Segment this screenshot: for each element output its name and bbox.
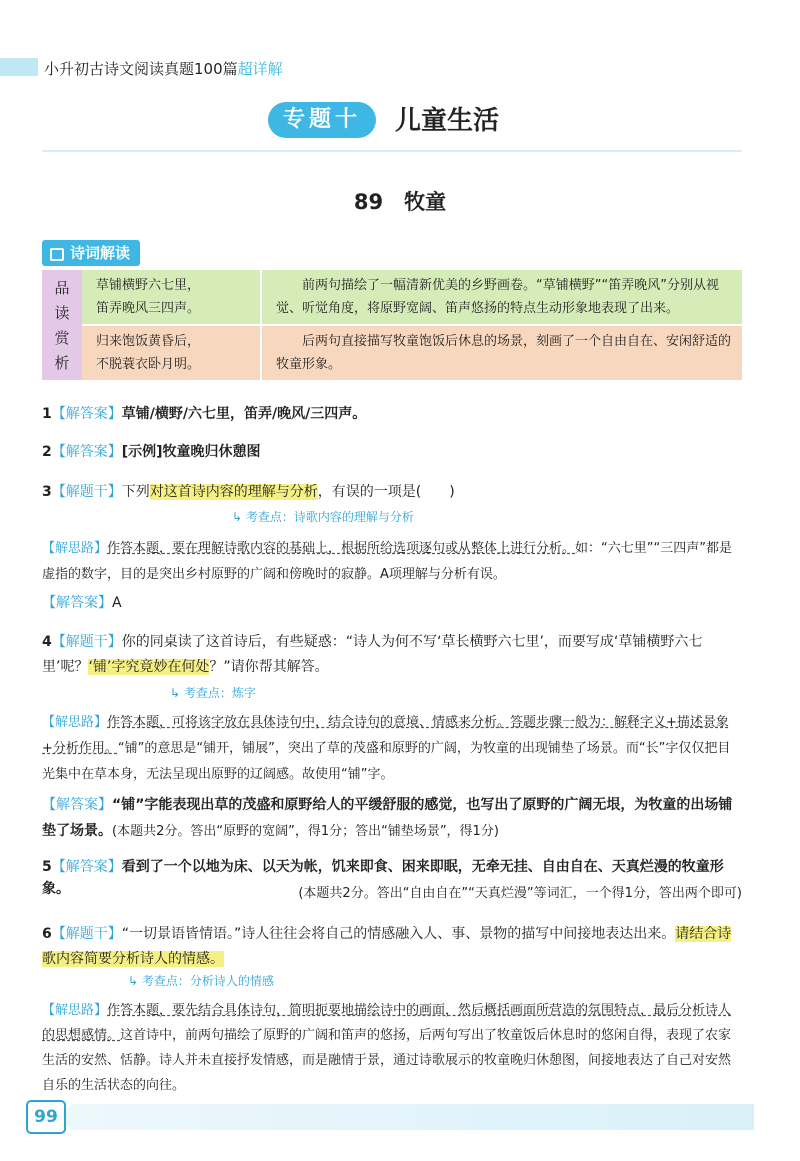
lesson-title: 89 牧童 — [353, 190, 447, 214]
page-number: 99 — [26, 1100, 66, 1134]
question-6-thinking: 【解思路】作答本题，要先结合具体诗句，简明扼要地描绘诗中的画面，然后概括画面所营造的氛围特点，最后分析诗人的思想感情。这首诗中，前两句描绘了原野的广阔和笛声的悠扬，后两句写出了牧童饭后休息时的悠闲自得，表现了农家生活的安然、恬静。诗人并未直接抒发情感，而是融情于景，通过诗歌展示的牧童晚归休憩图，间接地表达了自己对安然自乐的生活状态的向往。 — [42, 1003, 732, 1093]
question-4-stem: 4【解题干】你的同桌读了这首诗后，有些疑惑：“诗人为何不写‘草长横野六七里’，而要写成‘草铺横野六七里’呢？‘铺’字究竟妙在何处？”请你帮其解答。 — [42, 634, 703, 675]
question-1: 1【解答案】草铺/横野/六七里，笛弄/晚风/三四声。 — [42, 406, 367, 422]
appreciation-note: 后两句直接描写牧童饱饭后休息的场景，刻画了一个自由自在、安闲舒适的牧童形象。 — [276, 334, 732, 372]
analysis-side-label: 品 读 赏 析 — [42, 270, 82, 380]
key-point: ↳ 考查点：诗歌内容的理解与分析 — [232, 510, 414, 524]
question-6-stem: 6【解题干】“一切景语皆情语。”诗人往往会将自己的情感融入人、事、景物的描写中间接地表达出来。请结合诗歌内容简要分析诗人的情感。 — [42, 926, 732, 967]
poem-lines: 归来饱饭黄昏后， 不脱蓑衣卧月明。 — [96, 334, 201, 372]
poem-lines: 草铺横野六七里， 笛弄晚风三四声。 — [96, 278, 201, 316]
question-4-thinking: 【解思路】作答本题，可将该字放在具体诗句中，结合诗句的意境、情感来分析。答题步骤一般为：解释字义+描述景象+分析作用。“铺”的意思是“铺开，铺展”，突出了草的茂盛和原野的广阔，为牧童的出现铺垫了场景。而“长”字仅仅把目光集中在草本身，无法呈现出原野的辽阔感。故使用“铺”字。 — [42, 715, 731, 782]
header-divider — [42, 150, 742, 152]
header-accent-bar — [0, 58, 38, 76]
topic-badge: 专题十 — [268, 102, 376, 138]
section-tag: 诗词解读 — [42, 240, 140, 266]
calendar-icon — [50, 248, 64, 261]
analysis-row — [82, 270, 742, 324]
footer-wave — [64, 1104, 754, 1130]
key-point: ↳ 考查点：炼字 — [170, 686, 256, 700]
book-title: 小升初古诗文阅读真题100篇超详解 — [44, 60, 283, 78]
analysis-table — [42, 270, 742, 380]
appreciation-note: 前两句描绘了一幅清新优美的乡野画卷。“草铺横野”“笛弄晚风”分别从视觉、听觉角度，将原野宽阔、笛声悠扬的特点生动形象地表现了出来。 — [276, 278, 719, 316]
analysis-row — [82, 326, 742, 380]
question-5-answer: 5【解答案】看到了一个以地为床、以天为帐，饥来即食、困来即眠，无牵无挂、自由自在、天真烂漫的牧童形象。 — [42, 859, 724, 897]
question-2: 2【解答案】[示例]牧童晚归休憩图 — [42, 444, 261, 460]
key-point: ↳ 考查点：分析诗人的情感 — [128, 974, 274, 988]
question-3-answer: 【解答案】A — [42, 595, 122, 611]
topic-title: 儿童生活 — [395, 106, 500, 136]
question-4-answer: 【解答案】“铺”字能表现出草的茂盛和原野给人的平缓舒服的感觉，也写出了原野的广阔无垠，为牧童的出场铺垫了场景。(本题共2分。答出“原野的宽阔”，得1分；答出“铺垫场景”，得1分) — [42, 797, 733, 839]
score-note: (本题共2分。答出“自由自在”“天真烂漫”等词汇，一个得1分，答出两个即可) — [298, 886, 742, 901]
question-3-thinking: 【解思路】作答本题，要在理解诗歌内容的基础上，根据所给选项逐句或从整体上进行分析。如：“六七里”“三四声”都是虚指的数字，目的是突出乡村原野的广阔和傍晚时的寂静。A项理解与分析有误。 — [42, 541, 732, 582]
question-3-stem: 3【解题干】下列对这首诗内容的理解与分析，有误的一项是( ) — [42, 484, 455, 500]
